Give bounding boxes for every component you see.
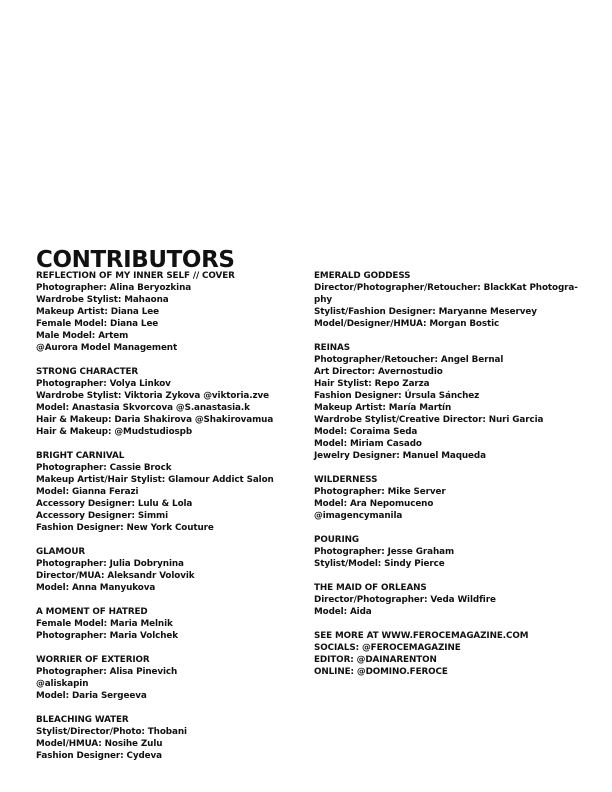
credit-line: Jewelry Designer: Manuel Maqueda xyxy=(314,451,486,461)
credit-line: Model: Gianna Ferazi xyxy=(36,487,139,497)
credit-line: Director/Photographer/Retoucher: BlackKat Photogra- xyxy=(314,283,578,293)
section-heading: POURING xyxy=(314,535,359,545)
credit-section-bleaching-water xyxy=(36,714,298,762)
credit-line: Accessory Designer: Lulu & Lola xyxy=(36,499,193,509)
section-heading: REFLECTION OF MY INNER SELF // COVER xyxy=(36,271,235,281)
credit-line: Model: Daria Sergeeva xyxy=(36,691,147,701)
credit-line: Makeup Artist/Hair Stylist: Glamour Addict Salon xyxy=(36,475,274,485)
credit-line: EDITOR: @DAINARENTON xyxy=(314,655,437,665)
credit-line: Model: Anna Manyukova xyxy=(36,583,156,593)
credit-line: Model: Anastasia Skvorcova @S.anastasia.k xyxy=(36,403,250,413)
credit-line: Wardrobe Stylist: Mahaona xyxy=(36,295,169,305)
credit-line: Photographer: Maria Volchek xyxy=(36,631,179,641)
section-heading: WILDERNESS xyxy=(314,475,378,485)
credit-line: Model/Designer/HMUA: Morgan Bostic xyxy=(314,319,500,329)
credit-line: Fashion Designer: New York Couture xyxy=(36,523,214,533)
credit-line: Model/HMUA: Nosihe Zulu xyxy=(36,739,163,749)
credit-line: Hair & Makeup: @Mudstudiospb xyxy=(36,427,193,437)
section-heading: REINAS xyxy=(314,343,350,353)
credit-line: @imagencymanila xyxy=(314,511,403,521)
credit-line: Photographer: Alina Beryozkina xyxy=(36,283,192,293)
credit-line: Photographer: Cassie Brock xyxy=(36,463,172,473)
credit-line: Fashion Designer: Cydeva xyxy=(36,751,163,761)
section-heading: STRONG CHARACTER xyxy=(36,367,139,377)
section-heading: SEE MORE AT WWW.FEROCEMAGAZINE.COM xyxy=(314,631,529,641)
credit-line: Model: Ara Nepomuceno xyxy=(314,499,434,509)
section-heading: THE MAID OF ORLEANS xyxy=(314,583,427,593)
credit-line: @aliskapin xyxy=(36,679,89,689)
credit-line: Model: Aida xyxy=(314,607,372,617)
credit-line: Hair & Makeup: Daria Shakirova @Shakirovamua xyxy=(36,415,274,425)
credit-section-wilderness xyxy=(314,474,580,522)
credit-section-reinas xyxy=(314,342,580,462)
section-heading: EMERALD GODDESS xyxy=(314,271,411,281)
credit-line: ONLINE: @DOMINO.FEROCE xyxy=(314,667,448,677)
credit-section-pouring xyxy=(314,534,580,570)
credit-line: Model: Miriam Casado xyxy=(314,439,422,449)
credit-line: Photographer: Volya Linkov xyxy=(36,379,171,389)
credit-line: Female Model: Maria Melnik xyxy=(36,619,173,629)
credit-section-reflection-of-my-inner-self-cover xyxy=(36,270,298,354)
credit-line: Photographer: Julia Dobrynina xyxy=(36,559,184,569)
credit-line: Stylist/Director/Photo: Thobani xyxy=(36,727,187,737)
section-heading: BLEACHING WATER xyxy=(36,715,129,725)
credit-line: Accessory Designer: Simmi xyxy=(36,511,169,521)
credit-line: Makeup Artist: Diana Lee xyxy=(36,307,159,317)
credit-line: phy xyxy=(314,295,332,305)
credit-section-the-maid-of-orleans xyxy=(314,582,580,618)
credit-line: Makeup Artist: María Martín xyxy=(314,403,452,413)
credit-section-see-more-at-www-ferocemagazine-com xyxy=(314,630,580,678)
credit-line: Model: Coraima Seda xyxy=(314,427,418,437)
section-heading: WORRIER OF EXTERIOR xyxy=(36,655,150,665)
credit-line: Photographer: Alisa Pinevich xyxy=(36,667,178,677)
credit-line: Photographer: Mike Server xyxy=(314,487,446,497)
credit-line: Photographer/Retoucher: Angel Bernal xyxy=(314,355,504,365)
credit-line: Director/Photographer: Veda Wildfire xyxy=(314,595,496,605)
credit-line: Wardrobe Stylist/Creative Director: Nuri Garcia xyxy=(314,415,544,425)
credit-line: Stylist/Model: Sindy Pierce xyxy=(314,559,445,569)
credit-line: SOCIALS: @FEROCEMAGAZINE xyxy=(314,643,461,653)
credit-line: Stylist/Fashion Designer: Maryanne Meservey xyxy=(314,307,537,317)
credit-line: Art Director: Avernostudio xyxy=(314,367,443,377)
credit-line: Wardrobe Stylist: Viktoria Zykova @viktoria.zve xyxy=(36,391,270,401)
page-title: CONTRIBUTORS xyxy=(36,247,235,273)
credit-section-bright-carnival xyxy=(36,450,298,534)
section-heading: A MOMENT OF HATRED xyxy=(36,607,148,617)
credit-line: Director/MUA: Aleksandr Volovik xyxy=(36,571,195,581)
credit-section-emerald-goddess xyxy=(314,270,580,330)
credit-line: Male Model: Artem xyxy=(36,331,129,341)
credit-section-worrier-of-exterior xyxy=(36,654,298,702)
credit-line: Hair Stylist: Repo Zarza xyxy=(314,379,430,389)
right-column xyxy=(314,270,580,690)
left-column xyxy=(36,270,298,774)
credit-section-strong-character xyxy=(36,366,298,438)
section-heading: BRIGHT CARNIVAL xyxy=(36,451,125,461)
credit-line: Female Model: Diana Lee xyxy=(36,319,159,329)
credit-section-a-moment-of-hatred xyxy=(36,606,298,642)
section-heading: GLAMOUR xyxy=(36,547,86,557)
credit-line: @Aurora Model Management xyxy=(36,343,178,353)
credit-line: Fashion Designer: Úrsula Sánchez xyxy=(314,391,480,401)
credit-section-glamour xyxy=(36,546,298,594)
credit-line: Photographer: Jesse Graham xyxy=(314,547,455,557)
